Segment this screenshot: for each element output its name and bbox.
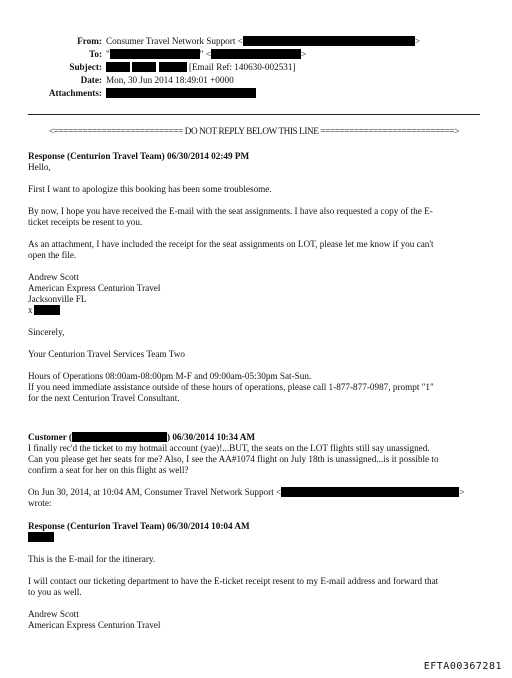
from-label: From:	[77, 36, 102, 46]
subject-label: Subject:	[69, 62, 102, 72]
customer-heading: Customer ( ) 06/30/2014 10:34 AM	[28, 432, 256, 442]
response-heading: Response (Centurion Travel Team) 06/30/2014 10:04 AM	[28, 521, 250, 531]
header-attachments-row	[0, 88, 512, 100]
redaction-box	[243, 36, 415, 46]
redaction-box	[132, 62, 156, 72]
do-not-reply-separator: <=========================== DO NOT REPLY BELOW THIS LINE ============================>	[48, 126, 460, 136]
paragraph: I will contact our ticketing department to have the E-ticket receipt resent to my E-mail address and forward that	[28, 576, 439, 586]
header-divider	[28, 114, 480, 115]
paragraph: to you as well.	[28, 587, 82, 597]
signature-ext: x	[28, 305, 486, 316]
document-id: EFTA00367281	[423, 661, 502, 672]
header-from-row	[0, 36, 512, 48]
redaction-box	[159, 62, 187, 72]
redaction-box	[34, 305, 60, 315]
redacted-line	[28, 532, 486, 543]
hours-line: Hours of Operations 08:00am-08:00pm M-F and 09:00am-05:30pm Sat-Sun.	[28, 371, 312, 381]
hours-line: for the next Centurion Travel Consultant.	[28, 393, 180, 403]
redaction-box	[211, 49, 301, 59]
attachments-value	[106, 88, 256, 99]
customer-line: I finally rec'd the ticket to my hotmail account (yae)!...BUT, the seats on the LOT flights still say unassigned.	[28, 443, 430, 453]
redaction-box	[106, 88, 256, 98]
header-date-row	[0, 75, 512, 87]
customer-line: confirm a seat for her on this flight as well?	[28, 465, 189, 475]
closing: Sincerely,	[28, 327, 65, 337]
greeting: Hello,	[28, 162, 51, 172]
from-value: Consumer Travel Network Support < >	[106, 36, 421, 46]
paragraph: ticket receipts be resent to you.	[28, 217, 143, 227]
customer-line: Can you please get her seats for me? Also, I see the AA#1074 flight on July 18th is unassigned...is it possible to	[28, 454, 439, 464]
customer-block	[28, 432, 486, 509]
header-subject-row	[0, 62, 512, 74]
header-to-row	[0, 49, 512, 61]
subject-value: [Email Ref: 140630-002531]	[106, 62, 296, 73]
response-heading: Response (Centurion Travel Team) 06/30/2014 02:49 PM	[28, 151, 250, 161]
redaction-box	[106, 62, 130, 72]
to-value: " " < >	[106, 49, 307, 59]
date-value: Mon, 30 Jun 2014 18:49:01 +0000	[106, 75, 234, 85]
attachments-label: Attachments:	[48, 88, 102, 98]
paragraph: First I want to apologize this booking has been some troublesome.	[28, 184, 272, 194]
paragraph: This is the E-mail for the itinerary.	[28, 554, 156, 564]
team-name: Your Centurion Travel Services Team Two	[28, 349, 185, 359]
date-label: Date:	[80, 75, 102, 85]
signature-name: Andrew Scott	[28, 609, 79, 619]
hours-line: If you need immediate assistance outside of these hours of operations, please call 1-877-877-0987, prompt "1"	[28, 382, 434, 392]
signature-name: Andrew Scott	[28, 272, 79, 282]
signature-company: American Express Centurion Travel	[28, 620, 161, 630]
redaction-box	[110, 49, 200, 59]
redaction-box	[72, 432, 167, 442]
to-label: To:	[89, 49, 102, 59]
signature-city: Jacksonville FL	[28, 294, 87, 304]
response-block-1	[28, 151, 486, 404]
quote-line: wrote:	[28, 498, 52, 508]
redaction-box	[281, 487, 459, 497]
redaction-box	[28, 532, 54, 542]
response-block-2	[28, 521, 486, 631]
paragraph: By now, I hope you have received the E-mail with the seat assignments. I have also requested a copy of the E-	[28, 206, 433, 216]
signature-company: American Express Centurion Travel	[28, 283, 161, 293]
quote-line: On Jun 30, 2014, at 10:04 AM, Consumer Travel Network Support < >	[28, 487, 465, 497]
paragraph: As an attachment, I have included the receipt for the seat assignments on LOT, please let me know if you can't	[28, 239, 434, 249]
paragraph: open the file.	[28, 250, 77, 260]
